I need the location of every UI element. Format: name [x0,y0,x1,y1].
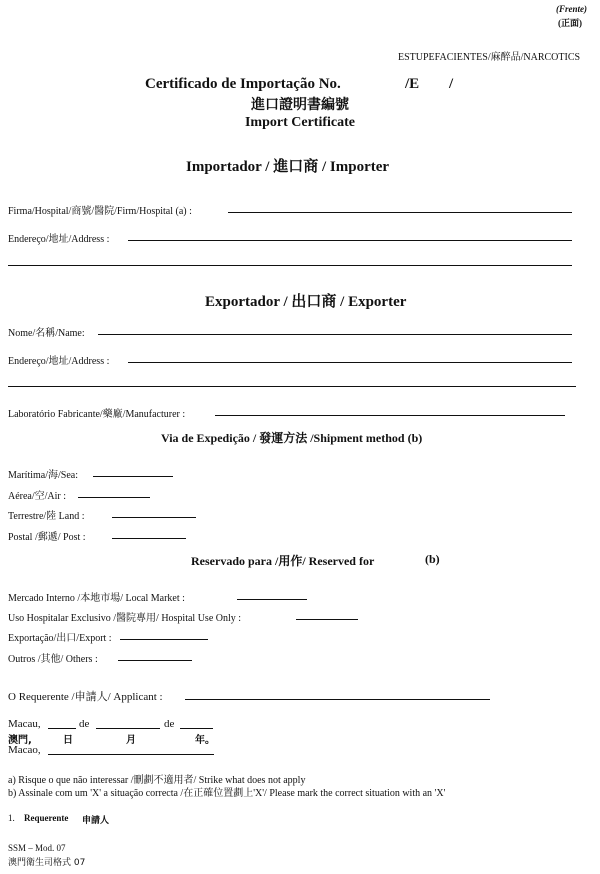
cert-number-e: /E [405,76,420,92]
importer-address-field[interactable] [128,240,572,241]
cert-number-slash: / [449,76,454,92]
sea-field[interactable] [93,476,173,477]
post-label: Postal /郵遞/ Post : [8,532,86,543]
exporter-heading: Exportador / 出口商 / Exporter [205,292,407,310]
reserved-heading-b: (b) [425,552,440,566]
day-field[interactable] [48,728,76,729]
others-label: Outros /其他/ Others : [8,654,98,665]
title-zh: 進口證明書編號 [251,97,349,113]
ri-label: 日 [63,735,73,746]
exporter-address-field[interactable] [128,362,572,363]
exporter-name-field[interactable] [98,334,572,335]
footnote-zh: 申請人 [82,816,110,826]
de-label-1: de [79,718,90,730]
year-field[interactable] [180,728,213,729]
month-field[interactable] [96,728,160,729]
manufacturer-field[interactable] [215,415,565,416]
category-label: ESTUPEFACIENTES/麻醉品/NARCOTICS [398,52,581,63]
frente-label: (Frente) [556,4,587,14]
yue-label: 月 [126,735,136,746]
air-label: Aérea/空/Air : [8,491,67,502]
hospital-use-field[interactable] [296,619,358,620]
hospital-use-label: Uso Hospitalar Exclusivo /醫院專用/ Hospital Use Only : [8,613,242,624]
importer-address-field-2[interactable] [8,265,572,266]
form-code-zh: 澳門衛生司格式 07 [8,858,86,868]
export-field[interactable] [120,639,208,640]
applicant-field[interactable] [185,699,490,700]
applicant-label: O Requerente /申請人/ Applicant : [8,691,163,703]
post-field[interactable] [112,538,186,539]
air-field[interactable] [78,497,150,498]
sea-label: Marítima/海/Sea: [8,470,78,481]
nian-label: 年。 [195,735,215,746]
others-field[interactable] [118,660,192,661]
footnote-number: 1. [8,813,15,823]
title-pt: Certificado de Importação No. [145,76,341,92]
macau-zh-label: 澳門, [8,735,32,746]
land-field[interactable] [112,517,196,518]
exporter-address-label: Endereço/地址/Address : [8,356,110,367]
exporter-name-label: Nome/名稱/Name: [8,328,85,339]
firm-label: Firma/Hospital/商號/醫院/Firm/Hospital (a) : [8,206,192,217]
note-b: b) Assinale com um 'X' a situação correcta /在正確位置劃上'X'/ Please mark the correct situation with an 'X' [8,788,446,799]
reserved-heading: Reservado para /用作/ Reserved for [191,554,375,568]
importer-heading: Importador / 進口商 / Importer [186,157,390,175]
export-label: Exportação/出口/Export : [8,633,112,644]
exporter-address-field-2[interactable] [8,386,576,387]
land-label: Terrestre/陸 Land : [8,511,85,522]
zhengmian-label: (正面) [558,18,582,28]
macao-date-field[interactable] [48,754,214,755]
local-market-field[interactable] [237,599,307,600]
firm-field[interactable] [228,212,572,213]
importer-address-label: Endereço/地址/Address : [8,234,110,245]
shipment-heading: Via de Expedição / 發運方法 /Shipment method (b) [161,431,423,445]
form-code-pt: SSM – Mod. 07 [8,843,66,853]
title-en: Import Certificate [244,115,355,130]
de-label-2: de [164,718,175,730]
note-a: a) Risque o que não interessar /刪劃不適用者/ Strike what does not apply [8,775,306,786]
manufacturer-label: Laboratório Fabricante/藥廠/Manufacturer : [8,409,186,420]
macao-label: Macao, [8,744,41,756]
macau-pt-label: Macau, [8,718,41,730]
local-market-label: Mercado Interno /本地市場/ Local Market : [8,593,185,604]
footnote-pt: Requerente [24,813,69,823]
